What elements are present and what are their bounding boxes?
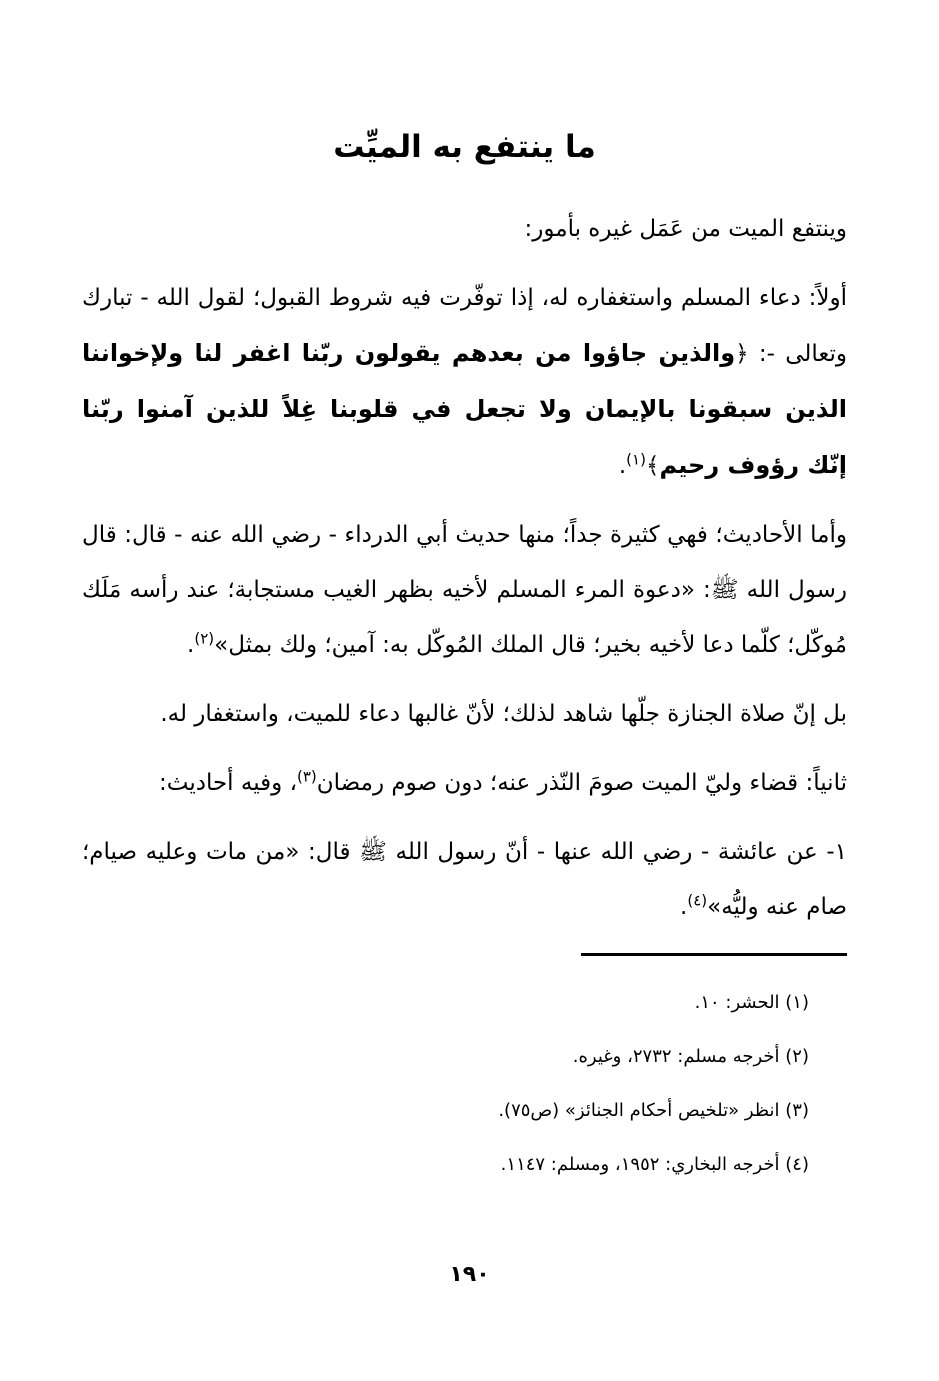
footnote-item: (٢) أخرجه مسلم: ٢٧٣٢، وغيره. bbox=[572, 1046, 809, 1067]
footnote-item: (٤) أخرجه البخاري: ١٩٥٢، ومسلم: ١١٤٧. bbox=[500, 1154, 809, 1175]
paragraph-end: . bbox=[187, 632, 195, 658]
footnote-ref-2[interactable]: (٢) bbox=[194, 629, 215, 648]
paragraph-aisha-hadith bbox=[82, 825, 847, 935]
paragraph-second-point-text: ثانياً: قضاء وليّ الميت صومَ النّذر عنه؛ دون صوم رمضان bbox=[316, 770, 847, 796]
paragraph-funeral-prayer bbox=[82, 687, 847, 742]
footnotes bbox=[82, 976, 847, 1192]
paragraph-end: . bbox=[618, 453, 627, 479]
intro-paragraph bbox=[82, 202, 847, 257]
paragraph-first-point bbox=[82, 271, 847, 494]
footnote-ref-4[interactable]: (٤) bbox=[687, 891, 708, 910]
quran-bracket-close: ﴾ bbox=[645, 453, 660, 479]
page-title: ما ينتفع به الميِّت bbox=[333, 129, 596, 165]
footnote-item: (١) الحشر: ١٠. bbox=[694, 992, 809, 1013]
footnote-ref-1[interactable]: (١) bbox=[626, 450, 646, 469]
paragraph-end: . bbox=[680, 894, 688, 920]
paragraph-second-point-tail: ، وفيه أحاديث: bbox=[158, 770, 297, 796]
page-number: ١٩٠ bbox=[449, 1262, 490, 1287]
quran-verse: والذين جاؤوا من بعدهم يقولون ربّنا اغفر لنا ولإخواننا الذين سبقونا بالإيمان ولا تجعل في قلوبنا غِلاً للذين آمنوا ربّنا إنّك رؤوف رحيم bbox=[82, 339, 847, 479]
paragraph-hadiths bbox=[82, 508, 847, 673]
paragraph-second-point bbox=[82, 756, 847, 811]
paragraph-hadiths-text: وأما الأحاديث؛ فهي كثيرة جداً؛ منها حديث أبي الدرداء - رضي الله عنه - قال: قال رسول الله ﷺ: «دعوة المرء المسلم لأخيه بظهر الغيب مستجابة؛ عند رأسه مَلَك مُوكّل؛ كلّما دعا لأخيه بخير؛ قال الملك المُوكّل به: آمين؛ ولك بمثل» bbox=[82, 522, 847, 658]
paragraph-first-point-text: أولاً: دعاء المسلم واستغفاره له، إذا توفّرت فيه شروط القبول؛ لقول الله - تبارك وتعالى -: ﴿ bbox=[82, 285, 847, 367]
footnote-ref-3[interactable]: (٣) bbox=[297, 767, 317, 786]
paragraph-aisha-hadith-text: ١- عن عائشة - رضي الله عنها - أنّ رسول الله ﷺ قال: «من مات وعليه صيام؛ صام عنه وليُّه» bbox=[82, 839, 847, 920]
page-body bbox=[82, 118, 847, 1192]
paragraph-funeral-prayer-text: بل إنّ صلاة الجنازة جلّها شاهد لذلك؛ لأنّ غالبها دعاء للميت، واستغفار له. bbox=[160, 701, 847, 727]
footnote-separator bbox=[581, 953, 847, 956]
footnote-item: (٣) انظر «تلخيص أحكام الجنائز» (ص٧٥). bbox=[498, 1100, 809, 1121]
intro-text: وينتفع الميت من عَمَل غيره بأمور: bbox=[524, 216, 847, 242]
